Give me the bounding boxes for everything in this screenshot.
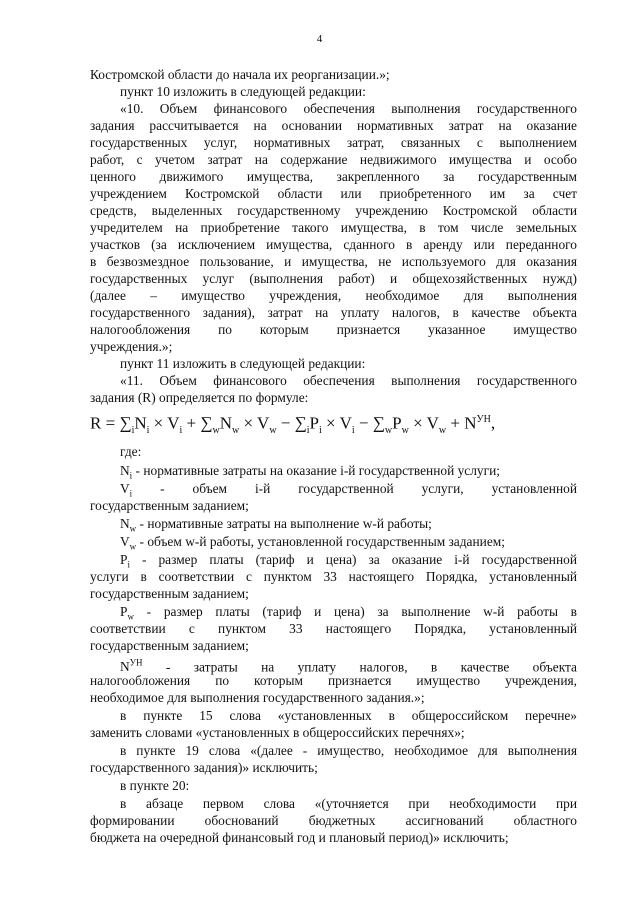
definition-line: $N_i$ - нормативные затраты на оказание i-й государственной услуги; xyxy=(120,463,500,481)
text-line: участков (за исключением имущества, сданного в аренду или переданного xyxy=(90,237,577,252)
text-line: заменить словами «установленных в общероссийских перечнях»; xyxy=(90,725,465,740)
text-line: (далее – имущество учреждения, необходимое для выполнения xyxy=(90,288,577,303)
text-line: работ, с учетом затрат на содержание недвижимого имущества и особо xyxy=(90,152,577,167)
definition-line: налогообложения по которым признается имущество учреждения, xyxy=(90,673,577,688)
text-line: учреждения.»; xyxy=(90,339,173,354)
text-line: средств, выделенных государственному учреждению Костромской области xyxy=(90,203,577,218)
definition-line: услуги в соответствии с пунктом 33 настоящего Порядка, установленный xyxy=(90,569,577,584)
cost-formula: $R = \sum_iN_i \times V_i + \sum_wN_w \times V_w - \sum_iP_i \times V_i - \sum_wP_w \times V_w + N^{УН}$, xyxy=(90,413,496,437)
definition-line: государственным заданием; xyxy=(90,498,249,513)
text-line: в пункте 19 слова «(далее - имущество, необходимое для выполнения xyxy=(120,743,577,758)
text-line: государственных услуг (выполнения работ) и общехозяйственных нужд) xyxy=(90,271,577,286)
text-line: государственного задания)» исключить; xyxy=(90,760,318,775)
text-line: ценного движимого имущества, закрепленного за государственным xyxy=(90,169,577,184)
text-line: в пункте 20: xyxy=(120,778,190,793)
text-line: пункт 11 изложить в следующей редакции: xyxy=(120,356,366,371)
text-line: в абзаце первом слова «(уточняется при необходимости при xyxy=(120,796,577,811)
text-line: пункт 10 изложить в следующей редакции: xyxy=(120,84,366,99)
text-line: в пункте 15 слова «установленных в общероссийском перечне» xyxy=(120,708,577,723)
definition-line: $N^{УН}$ - затраты на уплату налогов, в качестве объекта xyxy=(120,658,577,675)
definition-line: $V_w$ - объем w-й работы, установленной государственным заданием; xyxy=(120,534,505,552)
text-line: «10. Объем финансового обеспечения выполнения государственного xyxy=(120,101,577,116)
text-line: формировании обоснований бюджетных ассигнований областного xyxy=(90,813,577,828)
page-number: 4 xyxy=(316,33,323,45)
where-label: где: xyxy=(120,444,142,459)
definition-line: необходимое для выполнения государственного задания.»; xyxy=(90,690,425,705)
definition-line: государственным заданием; xyxy=(90,586,249,601)
text-line: Костромской области до начала их реорганизации.»; xyxy=(90,67,390,82)
text-line: государственных услуг, нормативных затрат, связанных с выполнением xyxy=(90,135,577,150)
text-line: задания (R) определяется по формуле: xyxy=(90,390,309,405)
text-line: налогообложения по которым признается указанное имущество xyxy=(90,322,577,337)
definition-line: $N_w$ - нормативные затраты на выполнение w-й работы; xyxy=(120,516,432,534)
text-line: учреждением Костромской области или приобретенного им за счет xyxy=(90,186,577,201)
text-line: учредителем на приобретение такого имущества, в том числе земельных xyxy=(90,220,577,235)
definition-line: $P_w$ - размер платы (тариф и цена) за выполнение w-й работы в xyxy=(120,604,577,622)
definition-line: $P_i$ - размер платы (тариф и цена) за оказание i-й государственной xyxy=(120,552,577,570)
definition-line: государственным заданием; xyxy=(90,638,249,653)
text-line: «11. Объем финансового обеспечения выполнения государственного xyxy=(120,373,577,388)
text-line: бюджета на очередной финансовый год и плановый период)» исключить; xyxy=(90,830,509,845)
text-line: в безвозмездное пользование, и имущества, не используемого для оказания xyxy=(90,254,577,269)
text-line: задания рассчитывается на основании нормативных затрат на оказание xyxy=(90,118,577,133)
definition-line: $V_i$ - объем i-й государственной услуги, установленной xyxy=(120,481,577,499)
text-line: государственного задания), затрат на уплату налогов, в качестве объекта xyxy=(90,305,577,320)
definition-line: соответствии с пунктом 33 настоящего Порядка, установленный xyxy=(90,621,577,636)
